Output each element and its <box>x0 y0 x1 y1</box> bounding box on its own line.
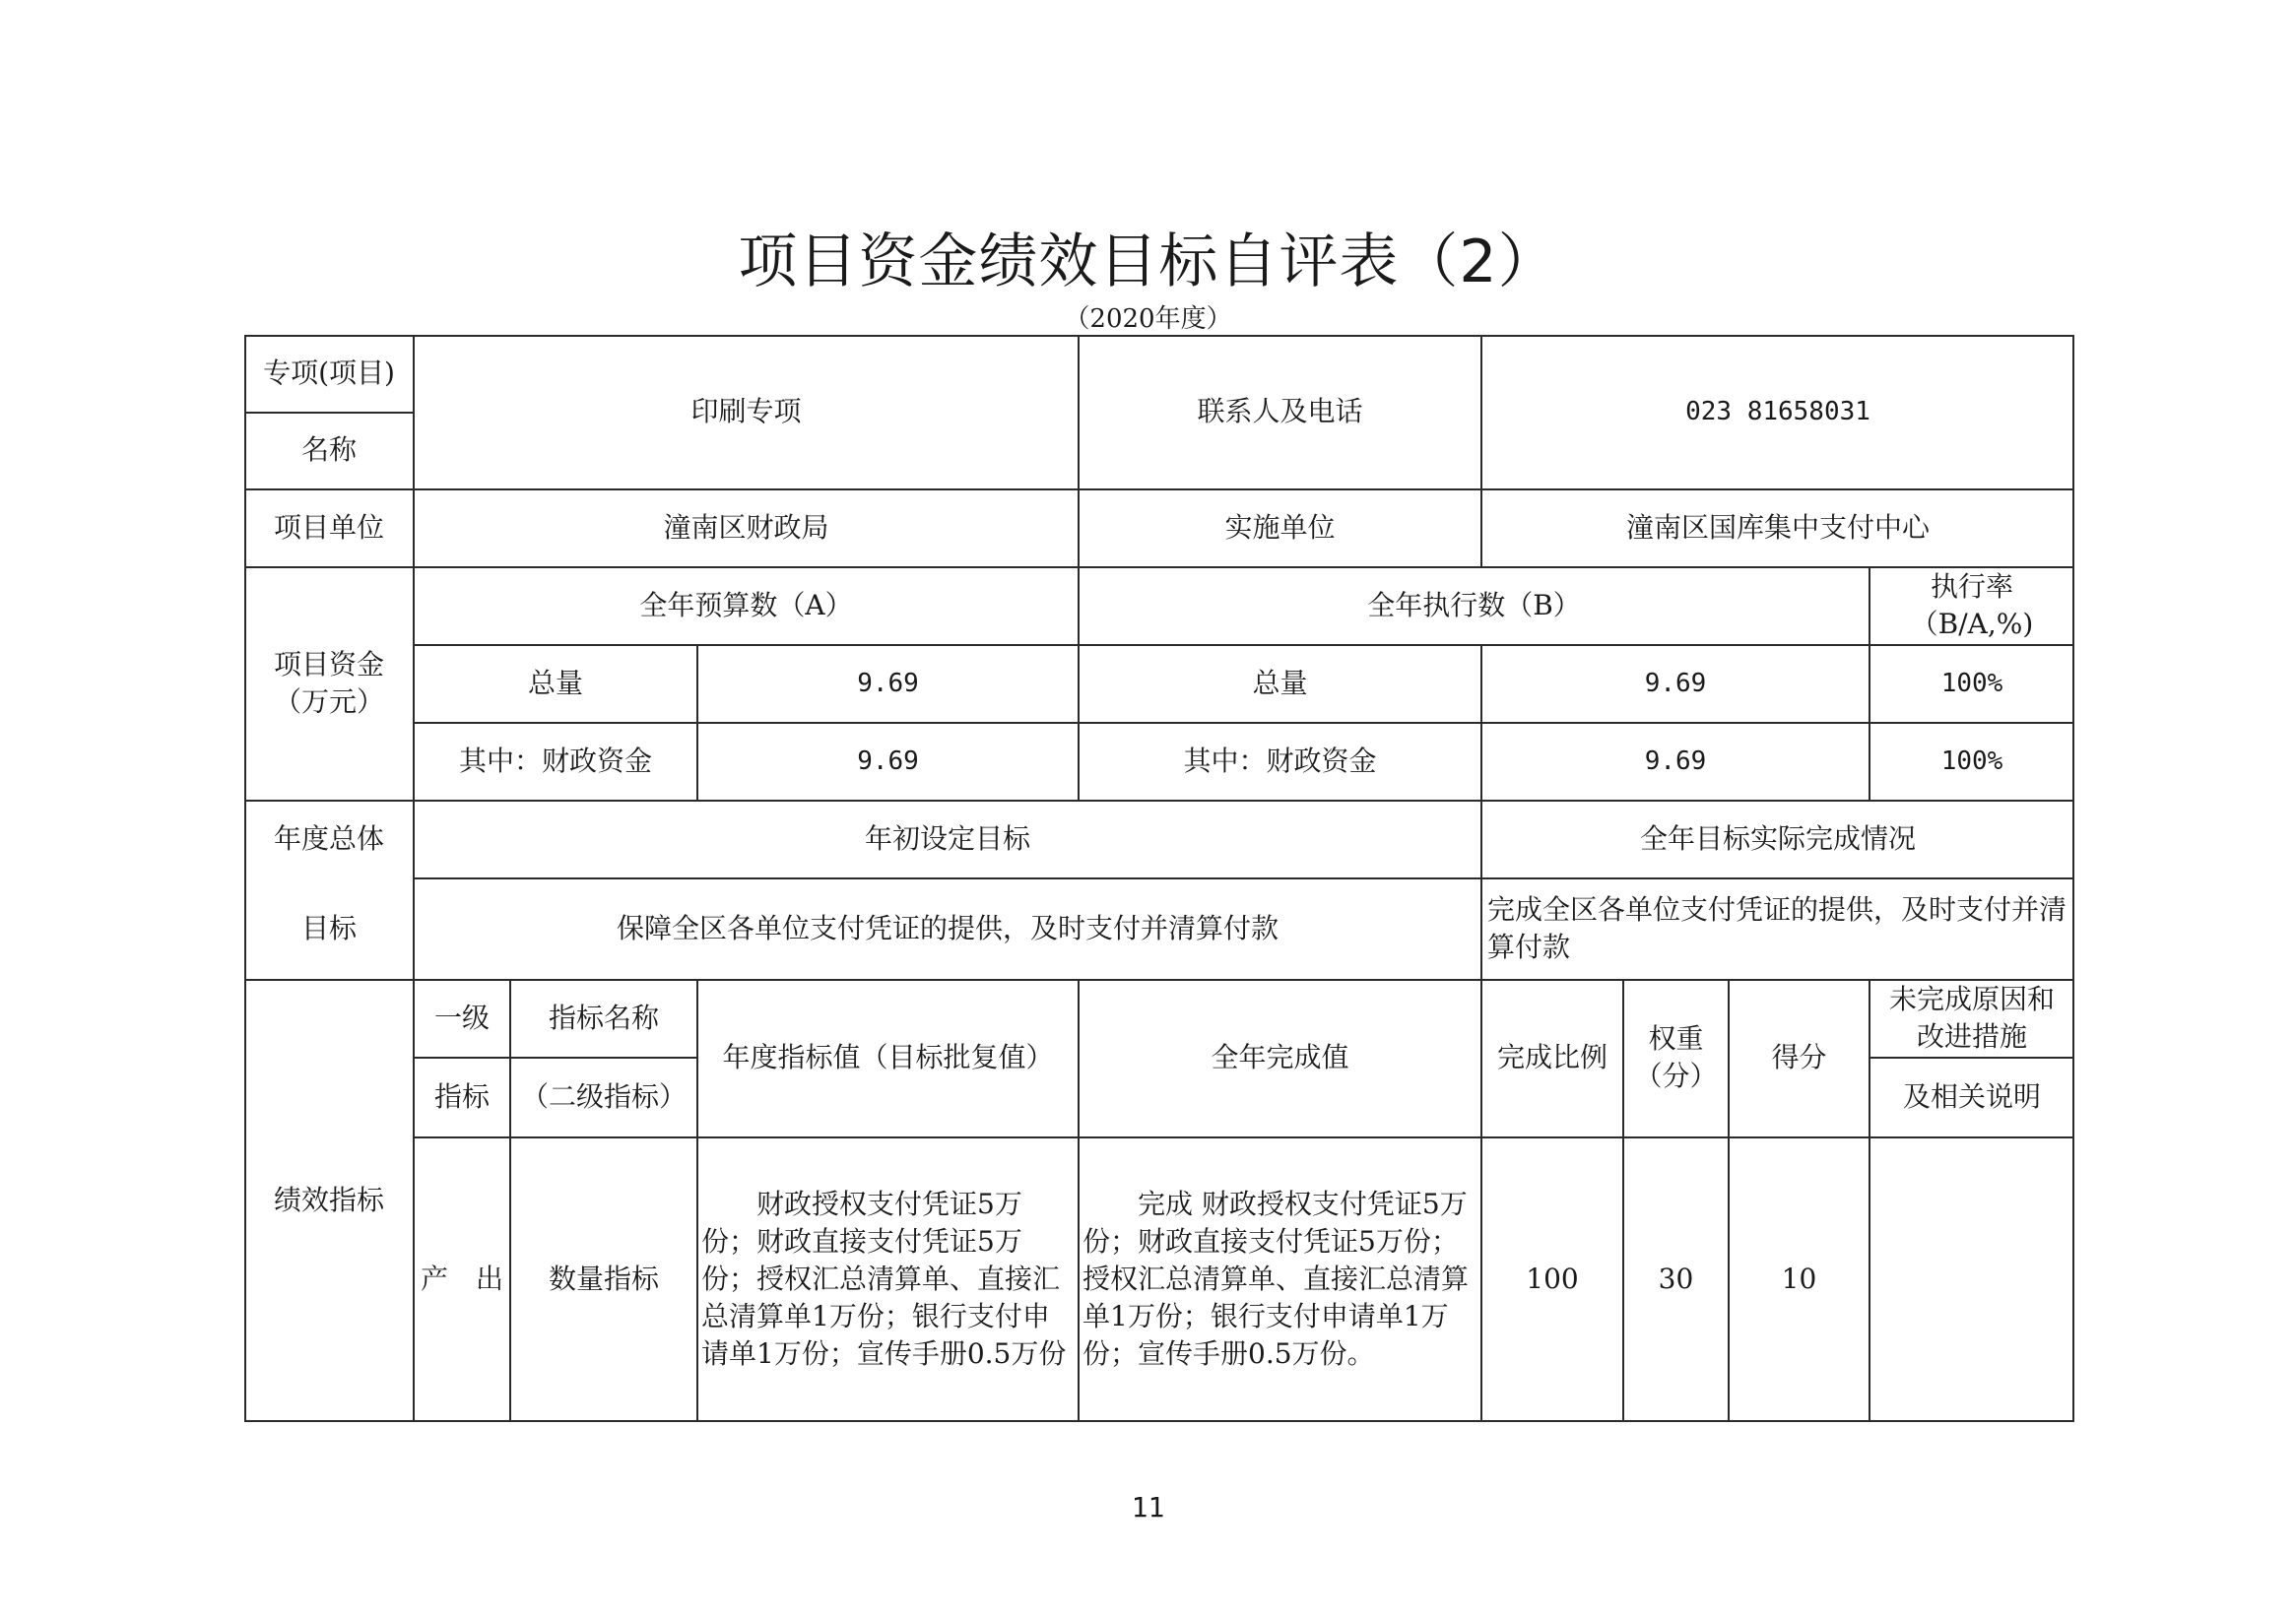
total-label: 总量 <box>527 666 583 699</box>
row-ratio: 100 <box>1526 1263 1579 1295</box>
contact-value: 023 81658031 <box>1685 397 1870 426</box>
actual-goal-value: 完成全区各单位支付凭证的提供，及时支付并清算付款 <box>1487 892 2067 963</box>
document-title: 项目资金绩效目标自评表（2） <box>738 227 1558 296</box>
ratio-header: 完成比例 <box>1496 1041 1607 1073</box>
fiscal-exec: 9.69 <box>1644 746 1707 776</box>
total-exec-label: 总量 <box>1252 666 1308 699</box>
exec-header: 全年执行数（B） <box>1367 588 1581 621</box>
reason-header-cont: 及相关说明 <box>1902 1079 2041 1113</box>
level1-header: 一级 <box>433 1001 490 1034</box>
reason-header-line2: 改进措施 <box>1916 1019 2027 1053</box>
initial-goal-value: 保障全区各单位支付凭证的提供，及时支付并清算付款 <box>616 911 1279 944</box>
initial-goal-header: 年初设定目标 <box>864 821 1030 855</box>
target-header: 年度指标值（目标批复值） <box>722 1041 1054 1073</box>
actual-header: 全年完成值 <box>1211 1041 1349 1073</box>
row-actual: 完成 财政授权支付凭证5万份；财政直接支付凭证5万份；授权汇总清算单、直接汇总清算单1万份；银行支付申请单1万份；宣传手册0.5万份。 <box>1082 1188 1470 1370</box>
row-weight: 30 <box>1658 1263 1694 1295</box>
total-exec: 9.69 <box>1644 668 1707 698</box>
fiscal-label: 其中：财政资金 <box>458 744 652 777</box>
row-name: 数量指标 <box>548 1263 659 1295</box>
fiscal-rate: 100% <box>1940 746 2003 776</box>
fiscal-budget: 9.69 <box>857 746 919 776</box>
reason-header <box>1870 979 2074 1057</box>
funds-label-line2: （万元） <box>273 684 384 718</box>
reason-header-line1: 未完成原因和 <box>1888 982 2055 1015</box>
year-label: （2020年度） <box>1064 304 1232 334</box>
contact-label: 联系人及电话 <box>1197 395 1363 427</box>
weight-header <box>1623 979 1729 1136</box>
level1-header-cont: 指标 <box>433 1079 490 1113</box>
impl-label: 实施单位 <box>1224 510 1336 544</box>
row-reason <box>1870 1136 2074 1422</box>
weight-header-line1: 权重 <box>1648 1022 1704 1055</box>
goals-label-cont: 目标 <box>300 911 357 944</box>
row-level1: 产 出 <box>420 1263 503 1295</box>
score-header: 得分 <box>1771 1041 1827 1073</box>
weight-header-line2: （分） <box>1634 1060 1718 1092</box>
rate-header <box>1870 566 2074 644</box>
actual-goal-header: 全年目标实际完成情况 <box>1639 821 1916 855</box>
project-name-value: 印刷专项 <box>690 395 802 427</box>
project-name-label: 专项(项目) <box>263 357 395 389</box>
fiscal-exec-label: 其中：财政资金 <box>1183 744 1377 777</box>
name-header: 指标名称 <box>548 1001 659 1034</box>
row-score: 10 <box>1781 1263 1817 1295</box>
unit-value: 潼南区财政局 <box>663 510 829 544</box>
funds-label-line1: 项目资金 <box>273 647 384 681</box>
goals-label: 年度总体 <box>273 821 384 855</box>
name-header-cont: （二级指标） <box>520 1079 687 1113</box>
total-rate: 100% <box>1940 668 2003 698</box>
rate-header-line2: （B/A,%) <box>1910 607 2034 640</box>
rate-header-line1: 执行率 <box>1930 569 2013 603</box>
total-budget: 9.69 <box>857 668 919 698</box>
budget-header: 全年预算数（A） <box>639 588 853 621</box>
funds-label <box>244 566 414 800</box>
impl-value: 潼南区国库集中支付中心 <box>1625 510 1930 544</box>
page-number: 11 <box>1131 1491 1165 1524</box>
unit-label: 项目单位 <box>273 510 384 544</box>
project-name-label-cont: 名称 <box>300 433 357 466</box>
indicators-label: 绩效指标 <box>273 1184 384 1216</box>
row-target: 财政授权支付凭证5万份；财政直接支付凭证5万份；授权汇总清算单、直接汇总清算单1万份；银行支付申请单1万份；宣传手册0.5万份 <box>701 1188 1067 1370</box>
